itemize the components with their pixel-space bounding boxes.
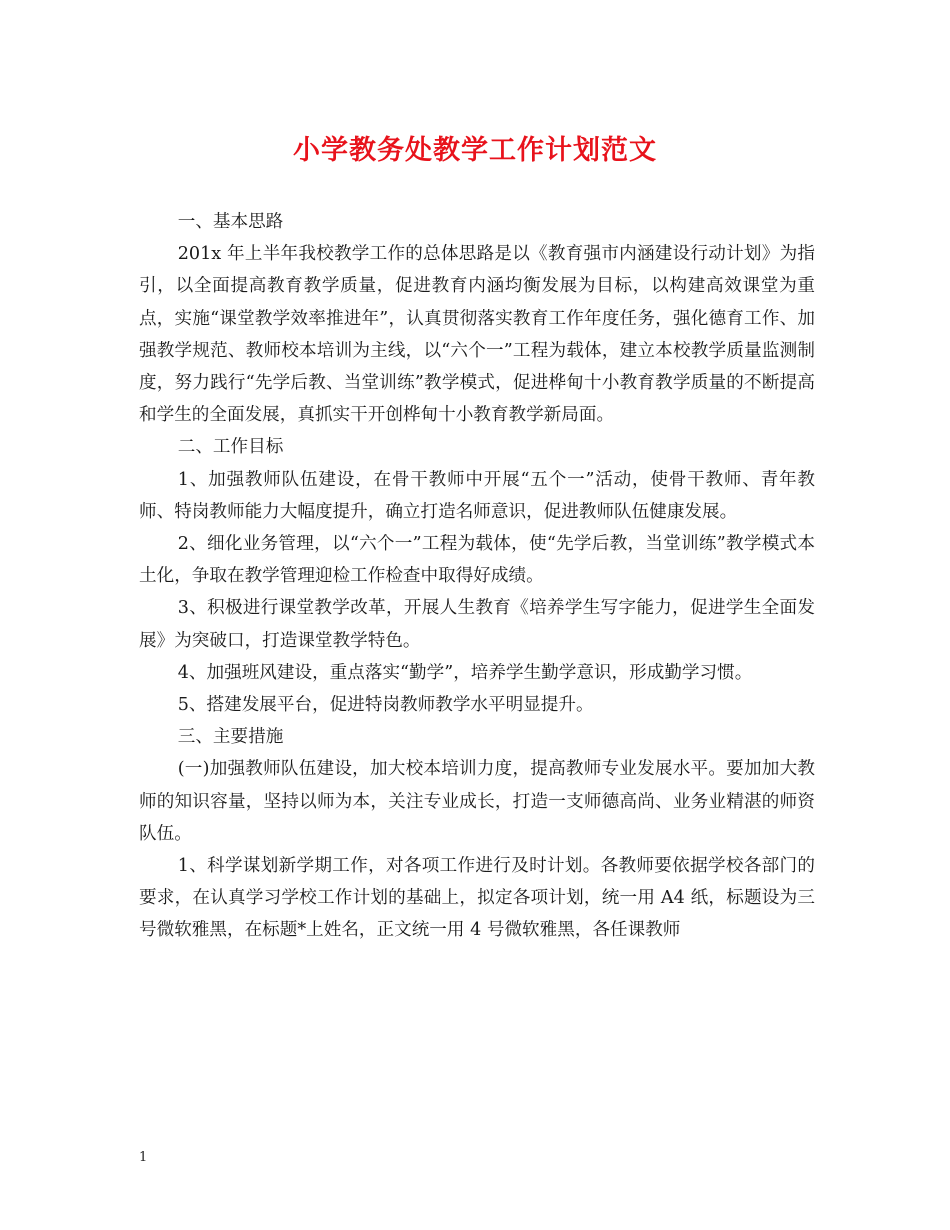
document-body: [139, 206, 815, 947]
section-heading-basic-ideas: 一、基本思路: [177, 212, 284, 232]
page-number: 1: [139, 1150, 148, 1165]
measure-paragraph-1: (一)加强教师队伍建设，加大校本培训力度，提高教师专业发展水平。要加加大教师的知识容量，坚持以师为本，关注专业成长，打造一支师德高尚、业务业精湛的师资队伍。: [139, 759, 815, 844]
goal-item-3: 3、积极进行课堂教学改革，开展人生教育《培养学生写字能力，促进学生全面发展》为突破口，打造课堂教学特色。: [139, 598, 815, 651]
section-heading-work-goals: 二、工作目标: [177, 437, 284, 458]
goal-item-5: 5、搭建发展平台，促进特岗教师教学水平明显提升。: [177, 695, 594, 716]
goal-item-4: 4、加强班风建设，重点落实“勤学”，培养学生勤学意识，形成勤学习惯。: [177, 662, 753, 683]
section-heading-main-measures: 三、主要措施: [177, 727, 284, 748]
goal-item-2: 2、细化业务管理，以“六个一”工程为载体，使“先学后教，当堂训练”教学模式本土化，争取在教学管理迎检工作检查中取得好成绩。: [139, 534, 815, 587]
goal-item-1: 1、加强教师队伍建设，在骨干教师中开展“五个一”活动，使骨干教师、青年教师、特岗教师能力大幅度提升，确立打造名师意识，促进教师队伍健康发展。: [139, 469, 815, 522]
document-title: 小学教务处教学工作计划范文: [293, 135, 657, 166]
paragraph-basic-ideas: 201x 年上半年我校教学工作的总体思路是以《教育强市内涵建设行动计划》为指引，以全面提高教育教学质量，促进教育内涵均衡发展为目标，以构建高效课堂为重点，实施“课堂教学效率推进年”，认真贯彻落实教育工作年度任务，强化德育工作、加强教学规范、教师校本培训为主线，以“六个一”工程为载体，建立本校教学质量监测制度，努力践行“先学后教、当堂训练”教学模式，促进桦甸十小教育教学质量的不断提高和学生的全面发展，真抓实干开创桦甸十小教育教学新局面。: [139, 244, 815, 426]
measure-paragraph-2: 1、科学谋划新学期工作，对各项工作进行及时计划。各教师要依据学校各部门的要求，在认真学习学校工作计划的基础上，拟定各项计划，统一用 A4 纸，标题设为三号微软雅黑，在标题*上姓名，正文统一用 4 号微软雅黑，各任课教师: [139, 856, 815, 941]
